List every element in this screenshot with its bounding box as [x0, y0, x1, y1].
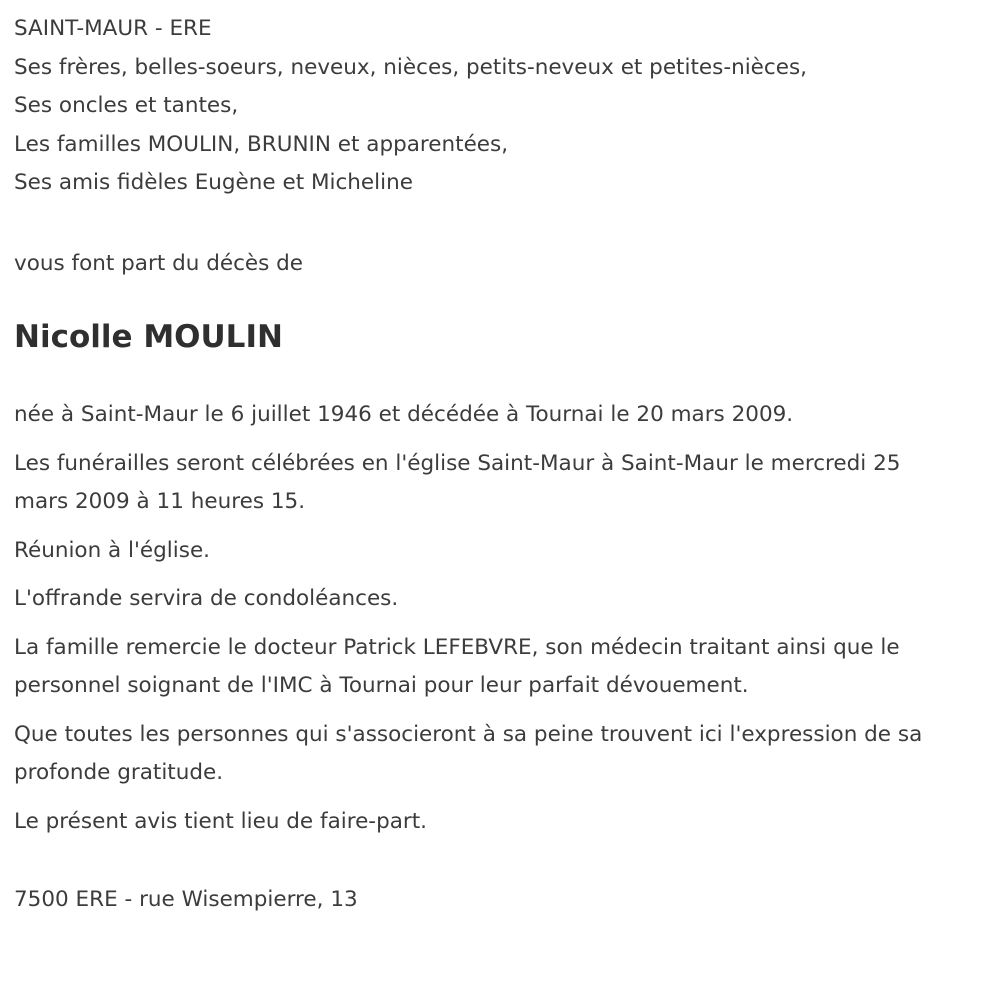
body-paragraph-thanks: La famille remercie le docteur Patrick LEFEBVRE, son médecin traitant ainsi que le personnel soignant de l'IMC à Tournai pour leur parfait dévouement. — [14, 634, 900, 699]
body-paragraph-birth-death: née à Saint-Maur le 6 juillet 1946 et décédée à Tournai le 20 mars 2009. — [14, 402, 794, 428]
body-paragraph-meeting: Réunion à l'église. — [14, 537, 211, 563]
body-paragraph-notice: Le présent avis tient lieu de faire-part. — [14, 808, 427, 834]
footer-address: 7500 ERE - rue Wisempierre, 13 — [14, 887, 358, 913]
obituary-header — [14, 10, 984, 283]
relatives-line: Les familles MOULIN, BRUNIN et apparentées, — [14, 131, 509, 157]
deceased-name: Nicolle MOULIN — [14, 319, 283, 355]
announcement-line: vous font part du décès de — [14, 250, 304, 276]
body-paragraph-funeral: Les funérailles seront célébrées en l'église Saint-Maur à Saint-Maur le mercredi 25 mars 2009 à 11 heures 15. — [14, 450, 901, 515]
relatives-line: Ses frères, belles-soeurs, neveux, nièces, petits-neveux et petites-nièces, — [14, 54, 807, 80]
obituary-body — [14, 396, 984, 841]
location-line: SAINT-MAUR - ERE — [14, 16, 212, 41]
relatives-line: Ses oncles et tantes, — [14, 93, 239, 118]
body-paragraph-gratitude: Que toutes les personnes qui s'associeront à sa peine trouvent ici l'expression de sa profonde gratitude. — [14, 721, 923, 786]
relatives-line: Ses amis fidèles Eugène et Micheline — [14, 170, 413, 195]
body-paragraph-offering: L'offrande servira de condoléances. — [14, 586, 399, 612]
